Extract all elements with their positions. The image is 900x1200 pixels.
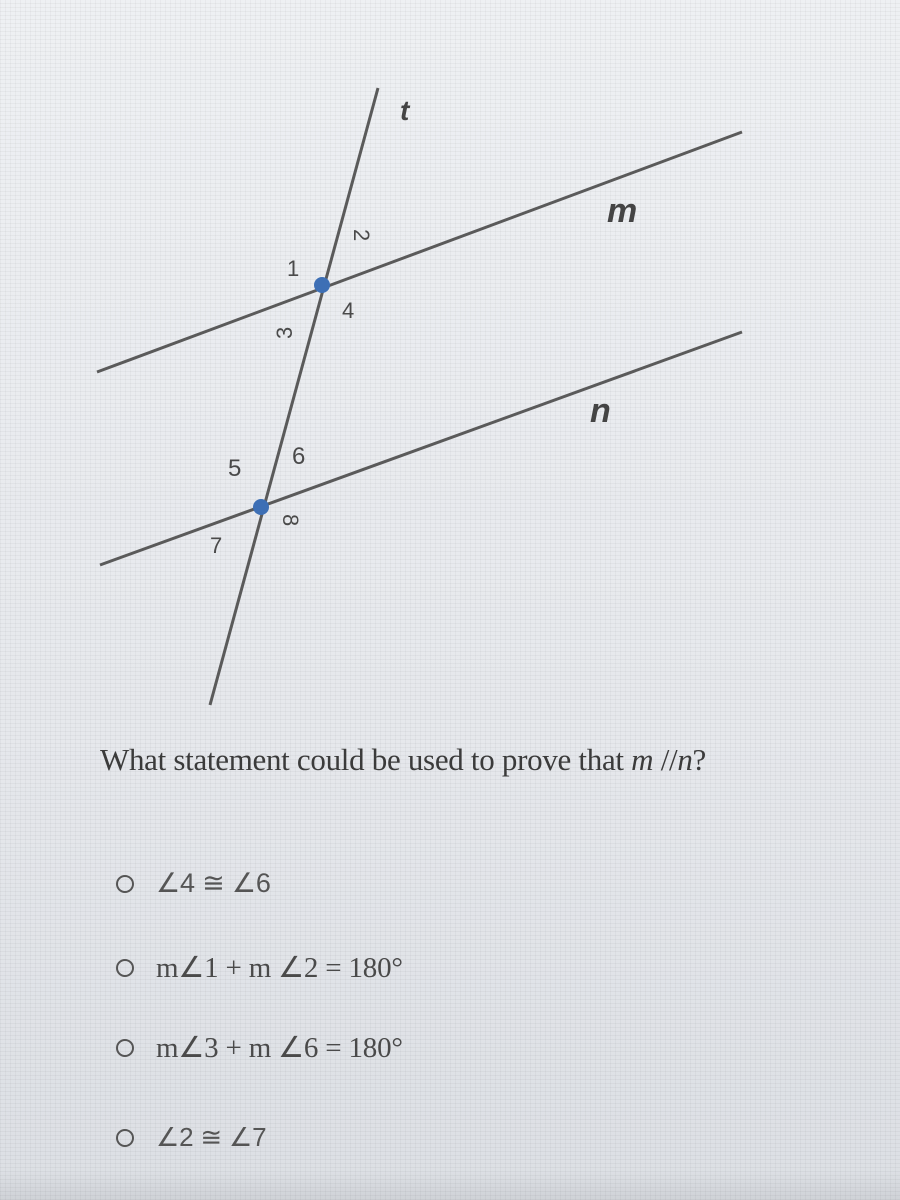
radio-button[interactable] — [116, 1129, 134, 1147]
transversal-t — [210, 88, 378, 705]
answer-choice-4[interactable] — [116, 1122, 266, 1153]
angle-label-5: 5 — [228, 455, 242, 482]
label-t: t — [400, 95, 410, 126]
intersection-point-m — [314, 277, 330, 293]
question-line-n: n — [677, 742, 693, 777]
radio-button[interactable] — [116, 875, 134, 893]
answer-choice-2[interactable] — [116, 950, 403, 985]
angle-label-7: 7 — [210, 533, 223, 558]
line-m — [97, 132, 742, 372]
answer-choice-1[interactable] — [116, 868, 271, 899]
question-parallel-symbol: // — [653, 742, 678, 777]
angle-label-1: 1 — [287, 256, 300, 281]
angle-label-2: 2 — [349, 229, 374, 242]
label-m: m — [607, 192, 638, 230]
answer-choice-3[interactable] — [116, 1030, 403, 1065]
angle-label-8: 8 — [278, 514, 303, 527]
question-prefix: What statement could be used to prove that — [100, 742, 632, 777]
angle-label-4: 4 — [342, 298, 355, 323]
answer-choice-label: m∠3 + m ∠6 = 180° — [156, 1032, 403, 1064]
line-n — [100, 332, 742, 565]
angle-label-3: 3 — [272, 326, 297, 339]
intersection-point-n — [253, 499, 269, 515]
question-text — [100, 742, 706, 778]
question-suffix: ? — [692, 742, 707, 777]
radio-button[interactable] — [116, 959, 134, 977]
question-line-m: m — [631, 742, 654, 777]
radio-button[interactable] — [116, 1039, 134, 1057]
angle-label-6: 6 — [292, 443, 306, 470]
screen-bottom-edge — [0, 1170, 900, 1200]
answer-choice-label: ∠4 ≅ ∠6 — [156, 868, 271, 898]
label-n: n — [590, 392, 611, 430]
answer-choice-label: m∠1 + m ∠2 = 180° — [156, 952, 403, 984]
answer-choice-label: ∠2 ≅ ∠7 — [156, 1122, 267, 1152]
